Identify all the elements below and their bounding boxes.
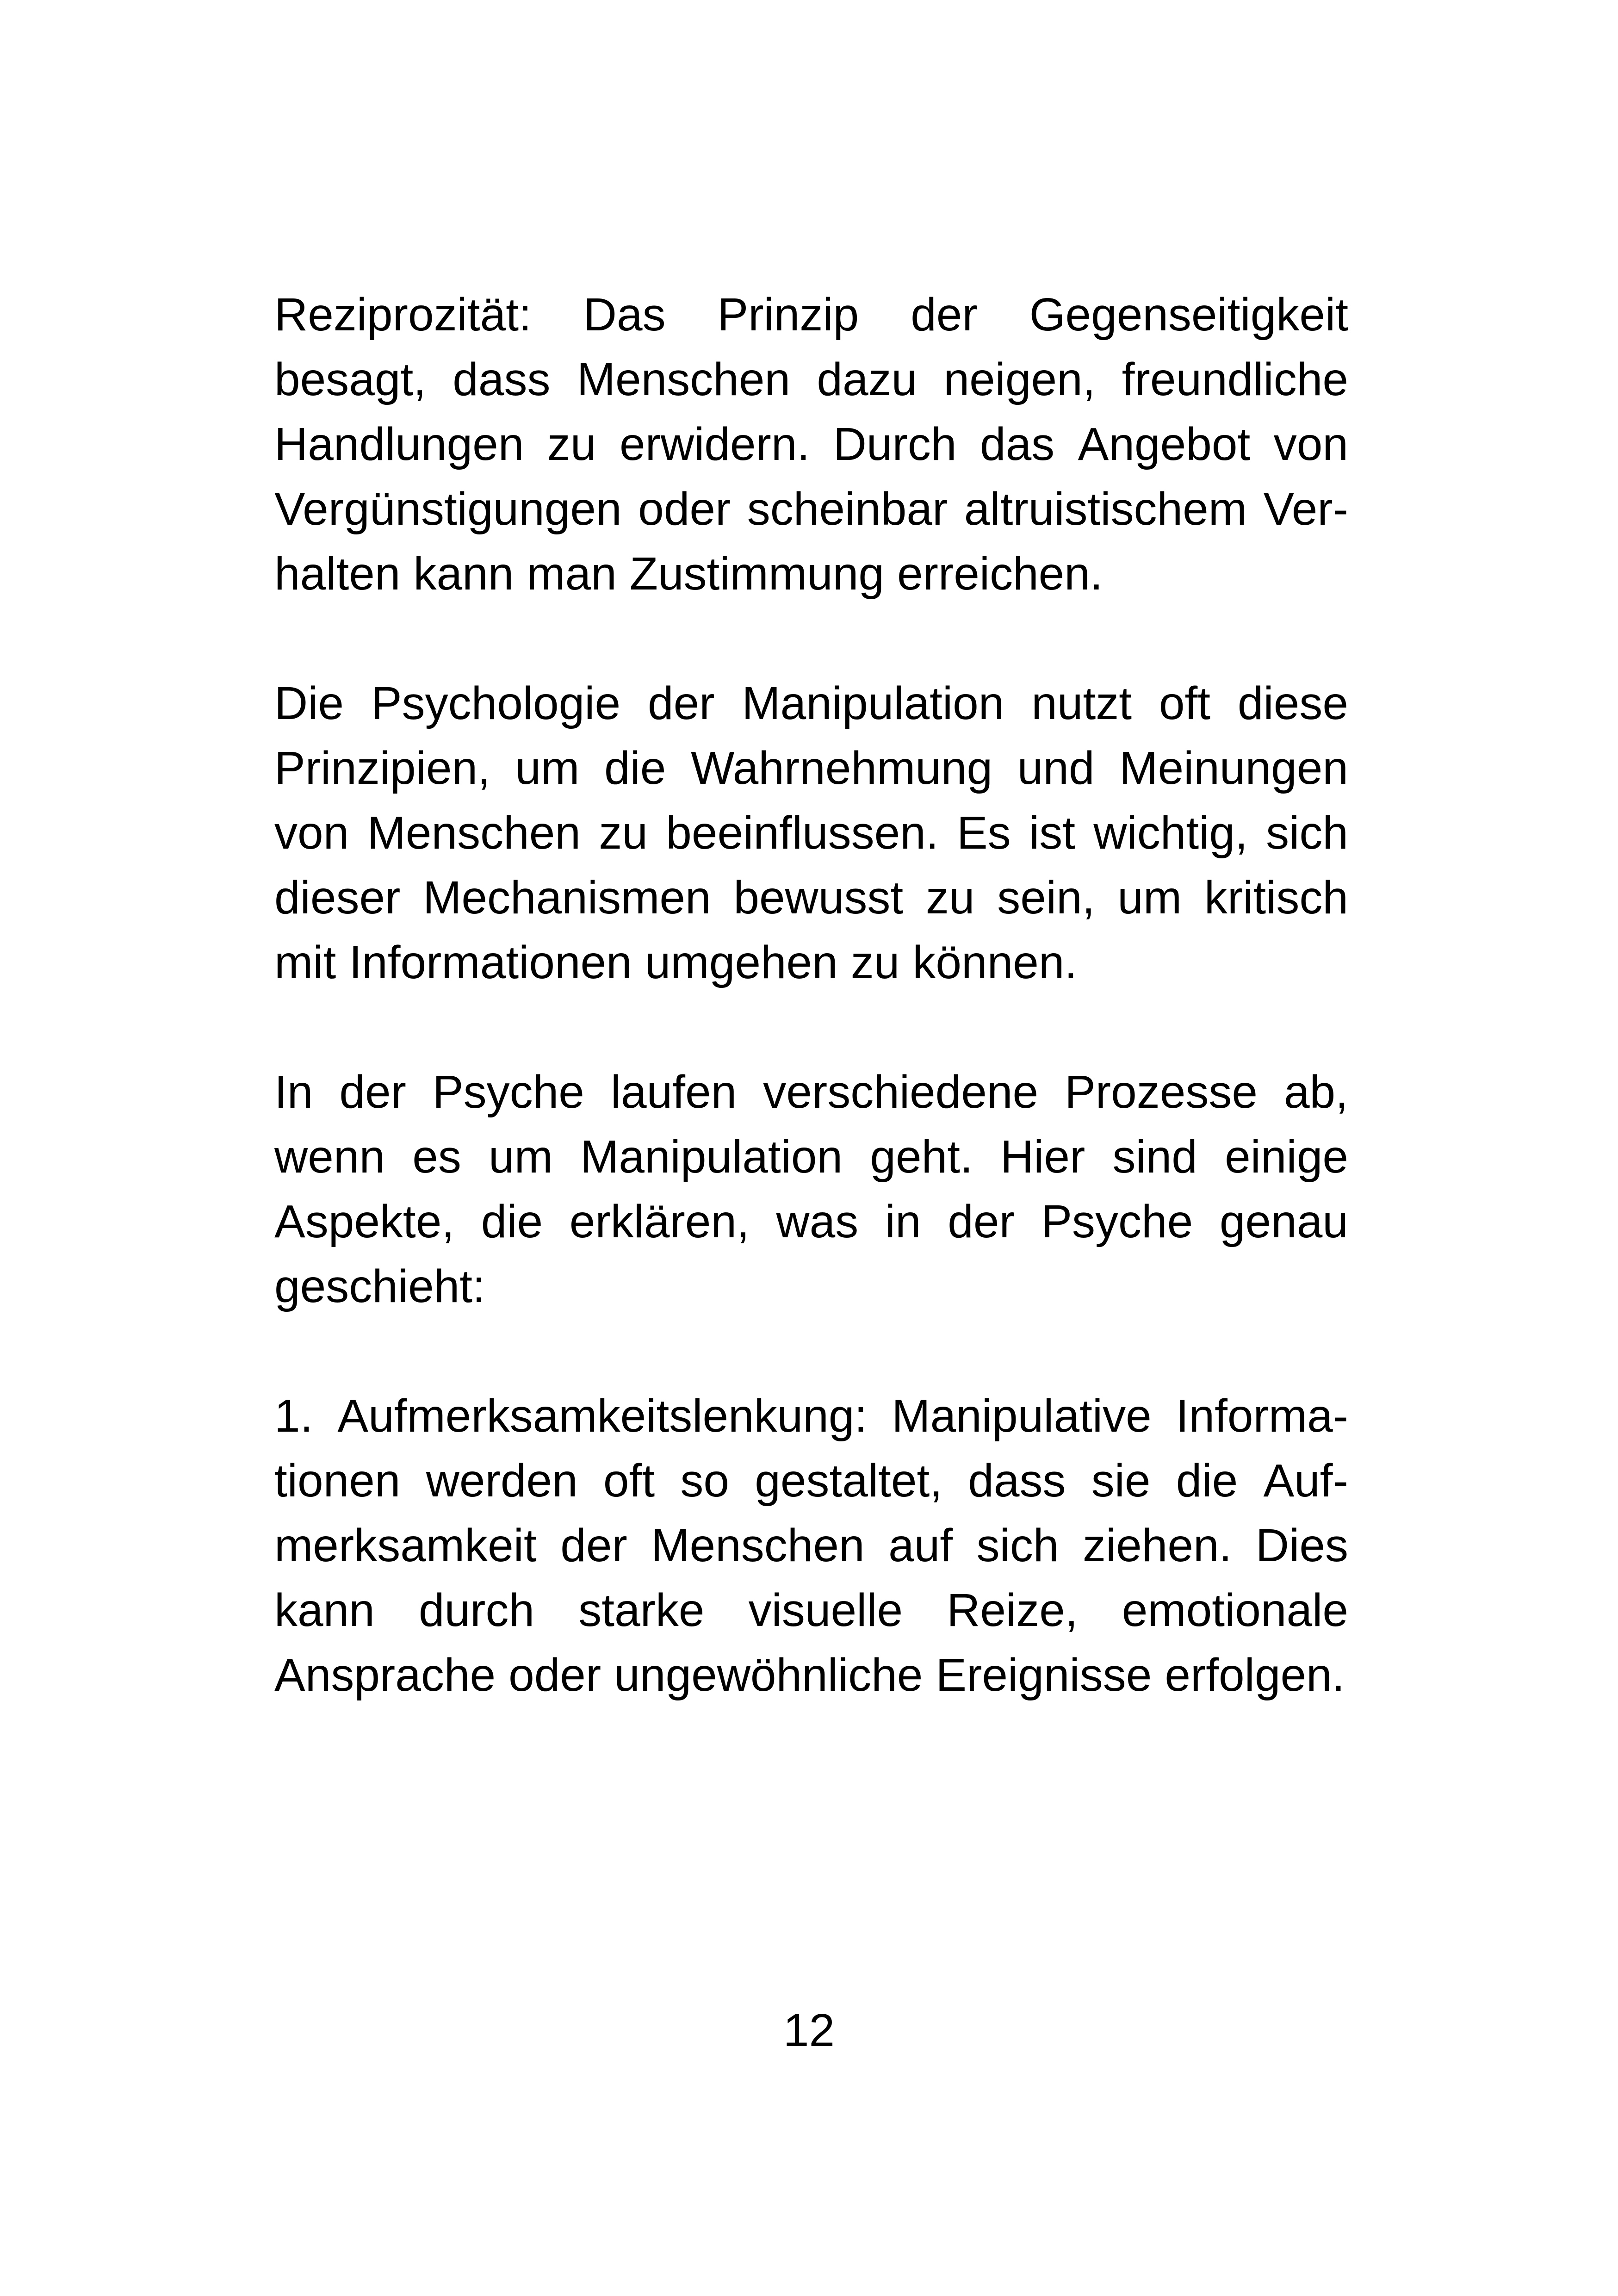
- word: von: [1273, 418, 1348, 470]
- word: Prozesse: [1065, 1066, 1258, 1118]
- word: zu: [599, 807, 648, 859]
- word: in: [885, 1196, 921, 1247]
- word: In: [274, 1066, 313, 1118]
- word: ungewöhnliche: [614, 1649, 923, 1701]
- word: Hier: [1000, 1131, 1085, 1183]
- word: altruistischem: [964, 483, 1247, 535]
- word: kann: [413, 548, 514, 600]
- text-line: [274, 282, 1348, 347]
- text-line: [274, 1578, 1348, 1643]
- word: wichtig,: [1093, 807, 1248, 859]
- text-line: [274, 800, 1348, 865]
- word: Prinzip: [717, 289, 859, 341]
- word: das: [979, 418, 1055, 470]
- word: Prinzipien,: [274, 742, 490, 794]
- word: Wahrnehmung: [690, 742, 993, 794]
- word: Meinungen: [1119, 742, 1348, 794]
- word: zu: [925, 872, 975, 924]
- word: dass: [453, 354, 551, 405]
- word: einige: [1225, 1131, 1348, 1183]
- word: ziehen.: [1082, 1520, 1232, 1571]
- text-line: [274, 412, 1348, 477]
- word: Aspekte,: [274, 1196, 455, 1247]
- paragraph: [274, 1384, 1348, 1707]
- word: ist: [1029, 807, 1075, 859]
- word: oder: [638, 483, 731, 535]
- word: und: [1017, 742, 1095, 794]
- word: gestaltet,: [755, 1455, 943, 1507]
- word: Manipulation: [580, 1131, 843, 1183]
- word: dieser: [274, 872, 401, 924]
- word: laufen: [610, 1066, 737, 1118]
- word: oder: [508, 1649, 601, 1701]
- word: kann: [274, 1584, 375, 1636]
- body-text: [274, 282, 1348, 1707]
- word: mit: [274, 937, 336, 988]
- word: die: [604, 742, 666, 794]
- word: der: [647, 677, 715, 729]
- word: Menschen: [651, 1520, 865, 1571]
- paragraph: [274, 671, 1348, 995]
- word: sind: [1112, 1131, 1197, 1183]
- word: der: [339, 1066, 406, 1118]
- text-line: [274, 1189, 1348, 1254]
- word: die: [1176, 1455, 1238, 1507]
- word: freundliche: [1122, 354, 1348, 405]
- text-line: [274, 477, 1348, 541]
- word: diese: [1237, 677, 1348, 729]
- word: dass: [968, 1455, 1066, 1507]
- text-line: [274, 541, 1348, 606]
- word: Reziprozität:: [274, 289, 532, 341]
- word: der: [560, 1520, 627, 1571]
- word: Dies: [1255, 1520, 1348, 1571]
- word: sein,: [997, 872, 1095, 924]
- text-line: [274, 930, 1348, 995]
- word: Gegenseitigkeit: [1029, 289, 1348, 341]
- word: Informationen: [349, 937, 632, 988]
- text-line: [274, 1060, 1348, 1124]
- word: Handlungen: [274, 418, 524, 470]
- word: Psyche: [432, 1066, 584, 1118]
- word: Das: [583, 289, 666, 341]
- paragraph: [274, 282, 1348, 606]
- word: Durch: [833, 418, 957, 470]
- word: Informa-: [1176, 1390, 1348, 1442]
- word: um: [1117, 872, 1182, 924]
- word: so: [680, 1455, 729, 1507]
- word: Es: [956, 807, 1011, 859]
- page-number: 12: [783, 2004, 835, 2056]
- word: erklären,: [569, 1196, 750, 1247]
- word: visuelle: [748, 1584, 903, 1636]
- paragraph: [274, 1060, 1348, 1319]
- word: scheinbar: [747, 483, 948, 535]
- word: nutzt: [1031, 677, 1132, 729]
- word: sich: [976, 1520, 1059, 1571]
- word: Aufmerksamkeitslenkung:: [337, 1390, 868, 1442]
- word: sich: [1266, 807, 1348, 859]
- word: halten: [274, 548, 401, 600]
- word: von: [274, 807, 349, 859]
- word: Auf-: [1263, 1455, 1348, 1507]
- text-line: [274, 865, 1348, 930]
- word: umgehen: [645, 937, 838, 988]
- word: um: [489, 1131, 553, 1183]
- word: Angebot: [1078, 418, 1251, 470]
- word: auf: [888, 1520, 953, 1571]
- word: bewusst: [733, 872, 904, 924]
- text-line: [274, 1384, 1348, 1448]
- word: erfolgen.: [1165, 1649, 1345, 1701]
- word: wenn: [274, 1131, 385, 1183]
- word: Reize,: [947, 1584, 1078, 1636]
- word: Manipulation: [742, 677, 1004, 729]
- text-line: [274, 347, 1348, 412]
- word: geht.: [870, 1131, 973, 1183]
- word: der: [948, 1196, 1015, 1247]
- word: Ver-: [1263, 483, 1348, 535]
- word: Ereignisse: [936, 1649, 1152, 1701]
- word: verschiedene: [763, 1066, 1039, 1118]
- word: besagt,: [274, 354, 427, 405]
- word: man: [527, 548, 617, 600]
- word: oft: [1159, 677, 1211, 729]
- word: starke: [578, 1584, 705, 1636]
- word: merksamkeit: [274, 1520, 537, 1571]
- text-line: [274, 1643, 1348, 1707]
- word: tionen: [274, 1455, 401, 1507]
- word: Ansprache: [274, 1649, 496, 1701]
- word: zu: [547, 418, 596, 470]
- word: Menschen: [577, 354, 791, 405]
- word: Manipulative: [892, 1390, 1152, 1442]
- word: Psyche: [1041, 1196, 1193, 1247]
- word: ab,: [1283, 1066, 1348, 1118]
- word: Psychologie: [371, 677, 621, 729]
- word: neigen,: [943, 354, 1096, 405]
- text-line: [274, 736, 1348, 800]
- word: erwidern.: [619, 418, 810, 470]
- word: Mechanismen: [423, 872, 711, 924]
- word: durch: [418, 1584, 535, 1636]
- word: zu: [850, 937, 900, 988]
- word: Zustimmung: [629, 548, 885, 600]
- word: sie: [1091, 1455, 1151, 1507]
- word: 1.: [274, 1390, 313, 1442]
- word: was: [776, 1196, 859, 1247]
- word: um: [515, 742, 580, 794]
- word: geschieht:: [274, 1260, 485, 1312]
- word: dazu: [817, 354, 917, 405]
- word: genau: [1219, 1196, 1348, 1247]
- word: können.: [912, 937, 1078, 988]
- text-line: [274, 1448, 1348, 1513]
- word: erreichen.: [897, 548, 1103, 600]
- word: es: [412, 1131, 461, 1183]
- text-line: [274, 1254, 1348, 1319]
- word: die: [481, 1196, 543, 1247]
- word: der: [911, 289, 978, 341]
- text-line: [274, 1124, 1348, 1189]
- word: Vergünstigungen: [274, 483, 622, 535]
- word: Die: [274, 677, 344, 729]
- word: beeinflussen.: [666, 807, 939, 859]
- word: Menschen: [367, 807, 581, 859]
- text-line: [274, 671, 1348, 736]
- word: oft: [603, 1455, 655, 1507]
- text-line: [274, 1513, 1348, 1578]
- word: kritisch: [1204, 872, 1348, 924]
- word: emotionale: [1122, 1584, 1348, 1636]
- word: werden: [426, 1455, 578, 1507]
